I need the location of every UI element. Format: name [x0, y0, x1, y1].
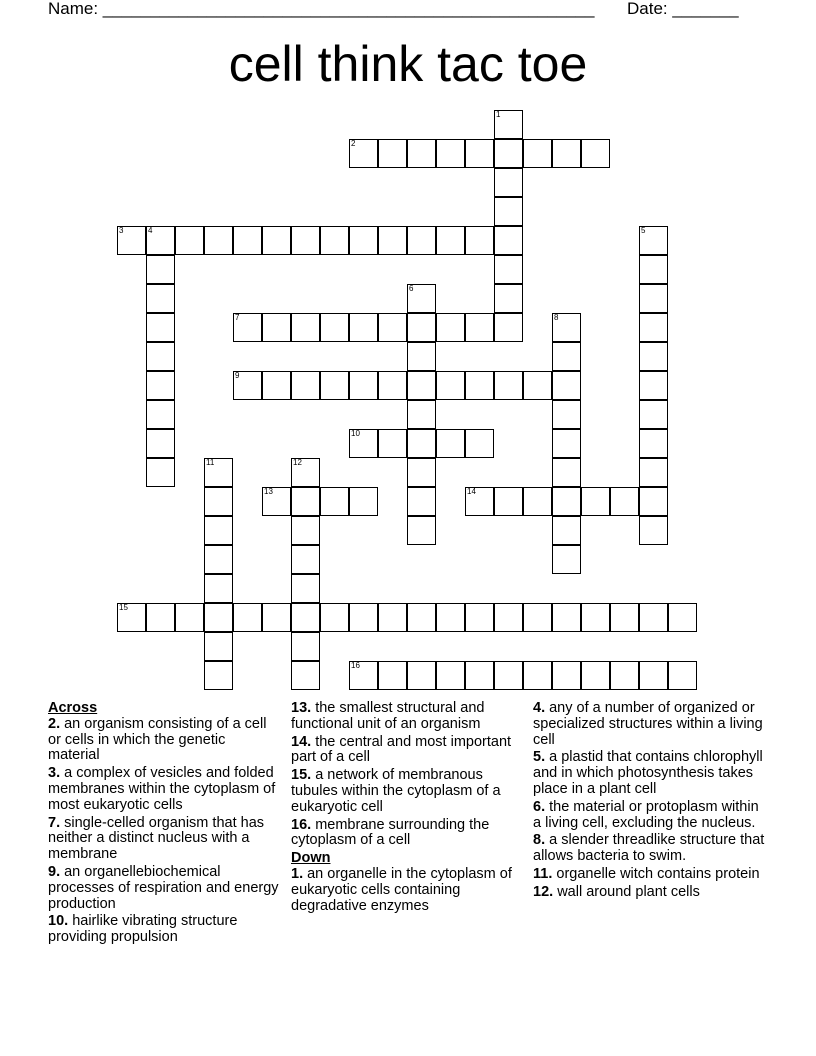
grid-cell[interactable] — [204, 487, 233, 516]
clue-number-label: 6 — [409, 284, 414, 293]
grid-cell[interactable] — [291, 458, 320, 487]
grid-cell[interactable] — [494, 661, 523, 690]
grid-cell[interactable] — [146, 603, 175, 632]
grid-cell[interactable] — [233, 603, 262, 632]
clue-item — [291, 818, 523, 850]
grid-cell[interactable] — [581, 661, 610, 690]
grid-cell[interactable] — [204, 632, 233, 661]
grid-cell[interactable] — [146, 342, 175, 371]
clue-item — [48, 816, 280, 863]
puzzle-title: cell think tac toe — [228, 36, 588, 92]
grid-cell[interactable] — [291, 313, 320, 342]
clue-number: 15. — [291, 767, 312, 784]
clue-text: any of a number of organized or specialized structures within a living cell — [533, 700, 763, 748]
clue-number-label: 8 — [554, 313, 559, 322]
clue-text: the central and most important part of a cell — [291, 733, 512, 766]
grid-cell[interactable] — [146, 429, 175, 458]
clue-number-label: 5 — [641, 226, 646, 235]
grid-cell[interactable] — [639, 226, 668, 255]
clue-number-label: 9 — [235, 371, 240, 380]
clue-text: organelle witch contains protein — [552, 865, 760, 882]
grid-cell[interactable] — [291, 226, 320, 255]
grid-cell[interactable] — [378, 226, 407, 255]
clue-text: an organelle in the cytoplasm of eukaryotic cells containing degradative enzymes — [291, 865, 512, 914]
clue-text: the material or protoplasm within a living cell, excluding the nucleus. — [533, 798, 759, 831]
clue-number: 16. — [291, 816, 312, 833]
grid-cell[interactable] — [204, 574, 233, 603]
across-heading: Across — [48, 700, 98, 716]
grid-cell[interactable] — [204, 458, 233, 487]
clue-item — [533, 701, 765, 748]
grid-cell[interactable] — [233, 313, 262, 342]
grid-cell[interactable] — [494, 168, 523, 197]
clue-number: 10. — [48, 913, 69, 930]
grid-cell[interactable] — [233, 226, 262, 255]
clue-number: 5. — [533, 749, 546, 766]
clue-item — [291, 735, 523, 767]
grid-cell[interactable] — [407, 429, 436, 458]
grid-cell[interactable] — [552, 516, 581, 545]
grid-cell[interactable] — [407, 371, 436, 400]
grid-cell[interactable] — [610, 487, 639, 516]
grid-cell[interactable] — [639, 255, 668, 284]
grid-cell[interactable] — [523, 661, 552, 690]
grid-cell[interactable] — [349, 226, 378, 255]
grid-cell[interactable] — [407, 603, 436, 632]
grid-cell[interactable] — [465, 429, 494, 458]
grid-cell[interactable] — [175, 603, 204, 632]
clue-number-label: 10 — [351, 429, 360, 438]
name-field-line: Name: ____________________________________________________ — [48, 0, 595, 18]
grid-cell[interactable] — [639, 371, 668, 400]
clue-text: a complex of vesicles and folded membranes within the cytoplasm of most eukaryotic cells — [48, 765, 276, 813]
grid-cell[interactable] — [407, 661, 436, 690]
grid-cell[interactable] — [320, 371, 349, 400]
grid-cell[interactable] — [146, 313, 175, 342]
grid-cell[interactable] — [407, 313, 436, 342]
grid-cell[interactable] — [233, 371, 262, 400]
grid-cell[interactable] — [552, 661, 581, 690]
grid-cell[interactable] — [465, 226, 494, 255]
grid-cell[interactable] — [291, 661, 320, 690]
clue-text: membrane surrounding the cytoplasm of a cell — [291, 816, 490, 849]
clue-number: 8. — [533, 832, 546, 849]
grid-cell[interactable] — [581, 487, 610, 516]
grid-cell[interactable] — [204, 226, 233, 255]
grid-cell[interactable] — [262, 371, 291, 400]
grid-cell[interactable] — [494, 139, 523, 168]
grid-cell[interactable] — [291, 371, 320, 400]
grid-cell[interactable] — [320, 313, 349, 342]
grid-cell[interactable] — [639, 603, 668, 632]
clue-item — [533, 750, 765, 797]
grid-cell[interactable] — [552, 400, 581, 429]
clue-number: 12. — [533, 883, 554, 900]
grid-cell[interactable] — [465, 661, 494, 690]
grid-cell[interactable] — [262, 603, 291, 632]
grid-cell[interactable] — [146, 458, 175, 487]
grid-cell[interactable] — [639, 313, 668, 342]
down-heading: Down — [291, 850, 331, 867]
grid-cell[interactable] — [407, 487, 436, 516]
grid-cell[interactable] — [639, 458, 668, 487]
clue-item — [48, 766, 280, 813]
grid-cell[interactable] — [494, 226, 523, 255]
grid-cell[interactable] — [291, 487, 320, 516]
clue-number: 2. — [48, 715, 61, 732]
clue-text: the smallest structural and functional unit of an organism — [291, 700, 485, 732]
clue-text: a plastid that contains chlorophyll and in which photosynthesis takes place in a plant cell — [533, 749, 763, 797]
clue-number: 14. — [291, 733, 312, 750]
clue-number: 11. — [533, 865, 553, 882]
grid-cell[interactable] — [407, 516, 436, 545]
grid-cell[interactable] — [639, 429, 668, 458]
grid-cell[interactable] — [639, 516, 668, 545]
grid-cell[interactable] — [407, 342, 436, 371]
grid-cell[interactable] — [175, 226, 204, 255]
grid-cell[interactable] — [378, 313, 407, 342]
clue-item — [291, 768, 523, 815]
grid-cell[interactable] — [639, 284, 668, 313]
grid-cell[interactable] — [494, 371, 523, 400]
clue-number-label: 14 — [467, 487, 476, 496]
clue-text: hairlike vibrating structure providing propulsion — [48, 913, 238, 946]
grid-cell[interactable] — [378, 371, 407, 400]
grid-cell[interactable] — [552, 545, 581, 574]
clue-number-label: 13 — [264, 487, 273, 496]
grid-cell[interactable] — [552, 313, 581, 342]
grid-cell[interactable] — [320, 603, 349, 632]
grid-cell[interactable] — [552, 371, 581, 400]
clue-number-label: 4 — [148, 226, 153, 235]
grid-cell[interactable] — [465, 371, 494, 400]
grid-cell[interactable] — [204, 545, 233, 574]
grid-cell[interactable] — [349, 371, 378, 400]
grid-cell[interactable] — [291, 574, 320, 603]
grid-cell[interactable] — [581, 139, 610, 168]
clue-text: a slender threadlike structure that allows bacteria to swim. — [533, 832, 765, 865]
grid-cell[interactable] — [204, 516, 233, 545]
grid-cell[interactable] — [465, 313, 494, 342]
grid-cell[interactable] — [436, 603, 465, 632]
clue-number: 13. — [291, 700, 312, 716]
grid-cell[interactable] — [494, 197, 523, 226]
grid-cell[interactable] — [494, 284, 523, 313]
clue-number: 9. — [48, 863, 61, 880]
grid-cell[interactable] — [610, 661, 639, 690]
clue-number: 6. — [533, 798, 546, 815]
grid-cell[interactable] — [552, 342, 581, 371]
grid-cell[interactable] — [639, 661, 668, 690]
grid-cell[interactable] — [378, 139, 407, 168]
clue-item — [48, 914, 280, 946]
clue-item — [291, 701, 523, 733]
clue-text: single-celled organism that has neither a distinct nucleus with a membrane — [48, 814, 265, 863]
grid-cell[interactable] — [146, 284, 175, 313]
clue-number-label: 2 — [351, 139, 356, 148]
grid-cell[interactable] — [349, 487, 378, 516]
clue-number-label: 15 — [119, 603, 128, 612]
grid-cell[interactable] — [552, 487, 581, 516]
grid-cell[interactable] — [407, 400, 436, 429]
grid-cell[interactable] — [146, 400, 175, 429]
grid-cell[interactable] — [291, 603, 320, 632]
clue-text: an organism consisting of a cell or cells in which the genetic material — [48, 715, 267, 764]
grid-cell[interactable] — [349, 603, 378, 632]
grid-cell[interactable] — [320, 487, 349, 516]
grid-cell[interactable] — [523, 603, 552, 632]
grid-cell[interactable] — [117, 226, 146, 255]
clue-number-label: 11 — [206, 458, 215, 467]
clue-item — [291, 867, 523, 914]
grid-cell[interactable] — [610, 603, 639, 632]
grid-cell[interactable] — [204, 603, 233, 632]
grid-cell[interactable] — [436, 139, 465, 168]
grid-cell[interactable] — [407, 139, 436, 168]
clue-text: a network of membranous tubules within the cytoplasm of a eukaryotic cell — [291, 767, 501, 815]
clue-number-label: 1 — [496, 110, 501, 119]
clue-number: 1. — [291, 865, 304, 882]
grid-cell[interactable] — [523, 371, 552, 400]
grid-cell[interactable] — [262, 226, 291, 255]
clue-text: wall around plant cells — [553, 883, 700, 900]
grid-cell[interactable] — [291, 632, 320, 661]
grid-cell[interactable] — [436, 371, 465, 400]
grid-cell[interactable] — [552, 139, 581, 168]
grid-cell[interactable] — [639, 487, 668, 516]
grid-cell[interactable] — [320, 226, 349, 255]
clue-number-label: 12 — [293, 458, 302, 467]
clue-number: 3. — [48, 765, 61, 782]
grid-cell[interactable] — [146, 255, 175, 284]
clue-number-label: 3 — [119, 226, 124, 235]
grid-cell[interactable] — [349, 313, 378, 342]
grid-cell[interactable] — [378, 603, 407, 632]
grid-cell[interactable] — [639, 342, 668, 371]
grid-cell[interactable] — [407, 226, 436, 255]
grid-cell[interactable] — [523, 487, 552, 516]
clue-text: an organellebiochemical processes of respiration and energy production — [48, 863, 279, 912]
grid-cell[interactable] — [494, 487, 523, 516]
grid-cell[interactable] — [146, 226, 175, 255]
grid-cell[interactable] — [378, 661, 407, 690]
grid-cell[interactable] — [581, 603, 610, 632]
grid-cell[interactable] — [407, 458, 436, 487]
grid-cell[interactable] — [494, 255, 523, 284]
clue-item — [48, 717, 280, 764]
clue-column-2 — [291, 701, 523, 916]
grid-cell[interactable] — [523, 139, 552, 168]
grid-cell[interactable] — [436, 661, 465, 690]
grid-cell[interactable] — [378, 429, 407, 458]
clue-item — [533, 833, 765, 865]
grid-cell[interactable] — [494, 313, 523, 342]
grid-cell[interactable] — [639, 400, 668, 429]
grid-cell[interactable] — [494, 603, 523, 632]
grid-cell[interactable] — [407, 284, 436, 313]
grid-cell[interactable] — [668, 603, 697, 632]
clue-number: 7. — [48, 814, 61, 831]
clue-item — [533, 800, 765, 832]
grid-cell[interactable] — [117, 603, 146, 632]
grid-cell[interactable] — [291, 516, 320, 545]
clue-number-label: 7 — [235, 313, 240, 322]
grid-cell[interactable] — [204, 661, 233, 690]
grid-cell[interactable] — [146, 371, 175, 400]
grid-cell[interactable] — [552, 429, 581, 458]
clue-number: 4. — [533, 700, 546, 716]
grid-cell[interactable] — [291, 545, 320, 574]
grid-cell[interactable] — [465, 487, 494, 516]
grid-cell[interactable] — [552, 458, 581, 487]
grid-cell[interactable] — [262, 313, 291, 342]
grid-cell[interactable] — [465, 603, 494, 632]
grid-cell[interactable] — [465, 139, 494, 168]
clue-item — [533, 885, 765, 901]
clue-column-3 — [533, 701, 765, 903]
grid-cell[interactable] — [552, 603, 581, 632]
grid-cell[interactable] — [436, 429, 465, 458]
grid-cell[interactable] — [668, 661, 697, 690]
grid-cell[interactable] — [349, 661, 378, 690]
grid-cell[interactable] — [494, 110, 523, 139]
clue-item — [48, 865, 280, 912]
grid-cell[interactable] — [349, 139, 378, 168]
grid-cell[interactable] — [349, 429, 378, 458]
grid-cell[interactable] — [436, 313, 465, 342]
grid-cell[interactable] — [436, 226, 465, 255]
clue-column-1 — [48, 701, 280, 948]
date-field-line: Date: _______ — [627, 0, 739, 18]
clue-item — [533, 867, 765, 883]
grid-cell[interactable] — [262, 487, 291, 516]
clue-number-label: 16 — [351, 661, 360, 670]
